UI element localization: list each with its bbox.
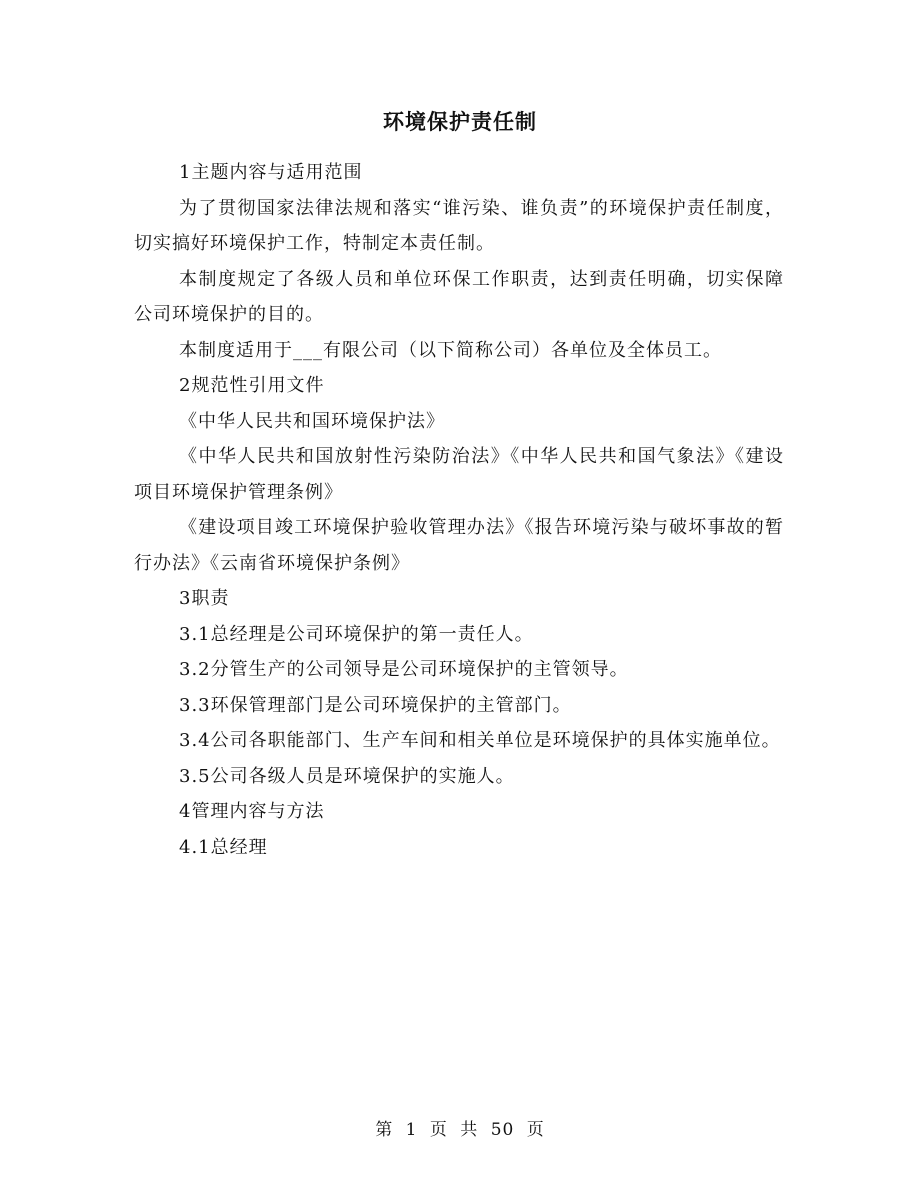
document-title: 环境保护责任制 [383,109,537,134]
paragraph: 本制度规定了各级人员和单位环保工作职责，达到责任明确，切实保障公司环境保护的目的。 [134,268,784,325]
paragraph: 本制度适用于___有限公司（以下简称公司）各单位及全体员工。 [179,339,722,361]
clause-item: 4.1总经理 [179,836,268,858]
reference-item: 《中华人民共和国环境保护法》 [179,410,445,432]
reference-item: 《中华人民共和国放射性污染防治法》《中华人民共和国气象法》《建设项目环境保护管理条例》 [134,446,784,503]
section-heading-3: 3职责 [179,588,230,609]
section-heading-4: 4管理内容与方法 [179,801,325,822]
paragraph: 为了贯彻国家法律法规和落实“谁污染、谁负责”的环境保护责任制度，切实搞好环境保护工作，特制定本责任制。 [134,197,784,254]
clause-item: 3.5公司各级人员是环境保护的实施人。 [179,765,515,787]
page-number-footer: 第 1 页 共 50 页 [375,1120,545,1140]
section-heading-2: 2规范性引用文件 [179,375,325,396]
reference-item: 《建设项目竣工环境保护验收管理办法》《报告环境污染与破坏事故的暂行办法》《云南省环境保护条例》 [134,517,784,574]
clause-item: 3.3环保管理部门是公司环境保护的主管部门。 [179,694,572,716]
clause-item: 3.1总经理是公司环境保护的第一责任人。 [179,623,534,645]
clause-item: 3.4公司各职能部门、生产车间和相关单位是环境保护的具体实施单位。 [179,730,781,751]
document-body [134,155,784,865]
clause-item: 3.2分管生产的公司领导是公司环境保护的主管领导。 [179,659,629,680]
section-heading-1: 1主题内容与适用范围 [179,162,363,183]
